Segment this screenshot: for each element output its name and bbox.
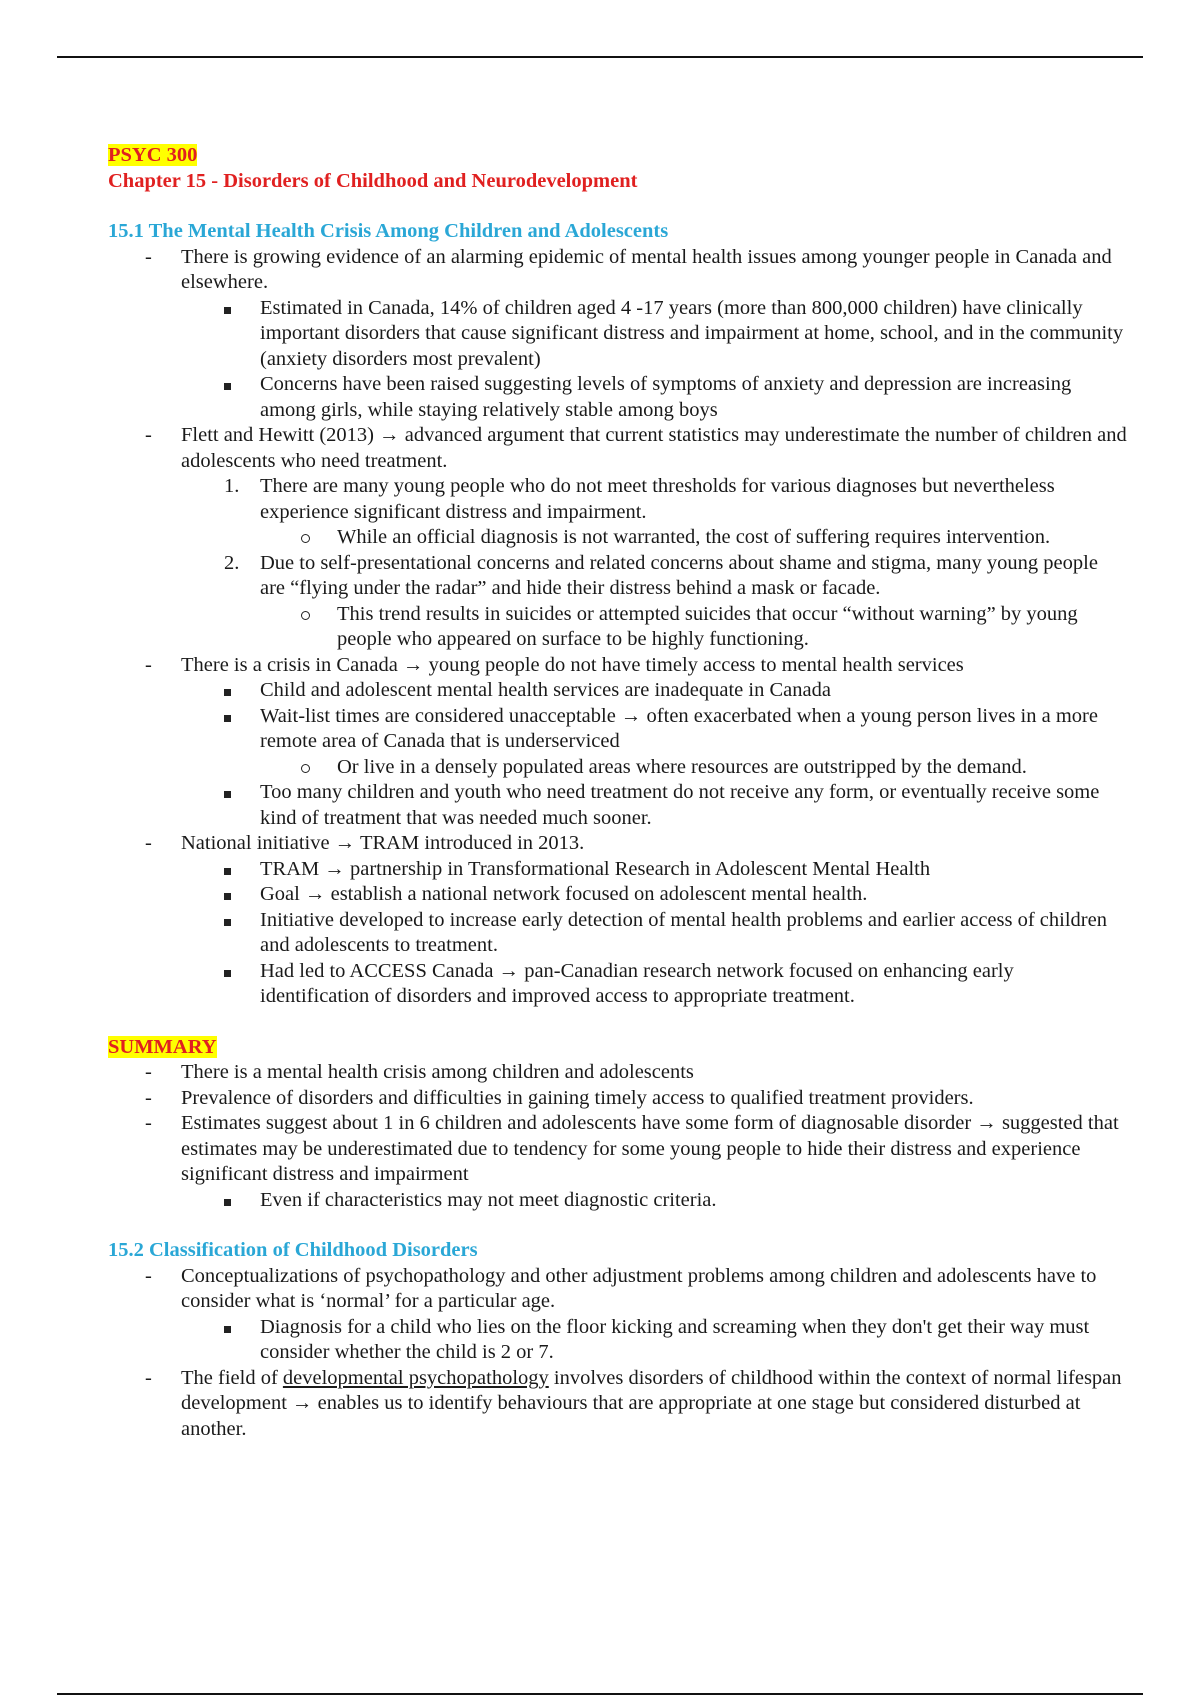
number-marker: 1. (224, 475, 240, 497)
dash-bullet: - (145, 1086, 152, 1109)
number-marker: 2. (224, 551, 240, 574)
dash-bullet: - (145, 1112, 152, 1134)
square-bullet-icon (224, 959, 231, 985)
summary-heading: SUMMARY (108, 1035, 217, 1058)
list-item: - Prevalence of disorders and difficulties in gaining timely access to qualified treatment providers. (108, 1086, 1128, 1112)
list-item: Initiative developed to increase early detection of mental health problems and earlier access of children and adolescents to treatment. (108, 908, 1128, 959)
square-bullet-icon (224, 882, 231, 908)
list-item: - National initiative → TRAM introduced in 2013. (108, 831, 1128, 857)
dash-bullet: - (145, 832, 152, 854)
list-item: Concerns have been raised suggesting levels of symptoms of anxiety and depression are increasing among girls, while staying relatively stable among boys (108, 372, 1128, 423)
list-item: - Estimates suggest about 1 in 6 children and adolescents have some form of diagnosable disorder → suggested that estimates may be underestimated due to tendency for some young people to hide their distress and experience significant distress and impairment (145, 1112, 1119, 1185)
dash-bullet: - (145, 245, 152, 268)
list-item: - The field of developmental psychopathology involves disorders of childhood within the context of normal lifespan development → enables us to identify behaviours that are appropriate at one stage but considered disturbed at another. (145, 1366, 1122, 1440)
square-bullet-icon (224, 780, 231, 806)
square-bullet-icon (224, 704, 231, 730)
section-heading-15-1: 15.1 The Mental Health Crisis Among Children and Adolescents (108, 220, 669, 242)
list-item: - There is growing evidence of an alarming epidemic of mental health issues among younger people in Canada and elsewhere. (145, 245, 1112, 293)
list-item: - Conceptualizations of psychopathology and other adjustment problems among children and adolescents have to consider what is ‘normal’ for a particular age. (145, 1264, 1097, 1312)
list-item: - There is a crisis in Canada → young people do not have timely access to mental health services (108, 653, 1128, 679)
bottom-rule (57, 1693, 1143, 1695)
section-heading-15-2: 15.2 Classification of Childhood Disorders (108, 1239, 478, 1261)
list-item: TRAM → partnership in Transformational Research in Adolescent Mental Health (108, 857, 1128, 883)
key-term: developmental psychopathology (282, 1366, 549, 1389)
list-item: Even if characteristics may not meet diagnostic criteria. (108, 1188, 1128, 1214)
list-item: 2. Due to self-presentational concerns and related concerns about shame and stigma, many young people are “flying under the radar” and hide their distress behind a mask or facade. (224, 551, 1098, 599)
list-item: Diagnosis for a child who lies on the floor kicking and screaming when they don't get their way must consider whether the child is 2 or 7. (108, 1315, 1128, 1366)
square-bullet-icon (224, 296, 231, 322)
square-bullet-icon (224, 857, 231, 883)
circle-bullet-icon (301, 602, 310, 628)
dash-bullet: - (145, 1264, 152, 1287)
dash-bullet: - (145, 1061, 152, 1083)
list-item: - There is a mental health crisis among children and adolescents (108, 1060, 1128, 1086)
circle-bullet-icon (301, 755, 310, 781)
list-item: - Flett and Hewitt (2013) → advanced argument that current statistics may underestimate the number of children and adolescents who need treatment. (145, 424, 1127, 472)
list-item: Child and adolescent mental health services are inadequate in Canada (108, 678, 1128, 704)
list-item: Estimated in Canada, 14% of children aged 4 -17 years (more than 800,000 children) have clinically important disorders that cause significant distress and impairment at home, school, and in the community (anxiety disorders most prevalent) (108, 296, 1128, 373)
square-bullet-icon (224, 678, 231, 704)
square-bullet-icon (224, 908, 231, 934)
list-item: Or live in a densely populated areas where resources are outstripped by the demand. (108, 755, 1128, 781)
list-item: This trend results in suicides or attempted suicides that occur “without warning” by young people who appeared on surface to be highly functioning. (108, 602, 1128, 653)
dash-bullet: - (145, 424, 152, 446)
document-body (108, 143, 1128, 1442)
dash-bullet: - (145, 653, 152, 676)
circle-bullet-icon (301, 525, 310, 551)
square-bullet-icon (224, 1188, 231, 1214)
course-title: PSYC 300 (108, 144, 198, 166)
square-bullet-icon (224, 372, 231, 398)
list-item: While an official diagnosis is not warranted, the cost of suffering requires intervention. (108, 525, 1128, 551)
chapter-title: Chapter 15 - Disorders of Childhood and Neurodevelopment (108, 169, 638, 192)
list-item: Too many children and youth who need treatment do not receive any form, or eventually receive some kind of treatment that was needed much sooner. (108, 780, 1128, 831)
dash-bullet: - (145, 1366, 152, 1389)
square-bullet-icon (224, 1315, 231, 1341)
list-item: Had led to ACCESS Canada → pan-Canadian research network focused on enhancing early identification of disorders and improved access to appropriate treatment. (108, 959, 1128, 1010)
list-item: 1. There are many young people who do not meet thresholds for various diagnoses but nevertheless experience significant distress and impairment. (224, 475, 1055, 523)
list-item: Wait-list times are considered unacceptable → often exacerbated when a young person lives in a more remote area of Canada that is underserviced (108, 704, 1128, 755)
list-item: Goal → establish a national network focused on adolescent mental health. (108, 882, 1128, 908)
top-rule (57, 56, 1143, 58)
